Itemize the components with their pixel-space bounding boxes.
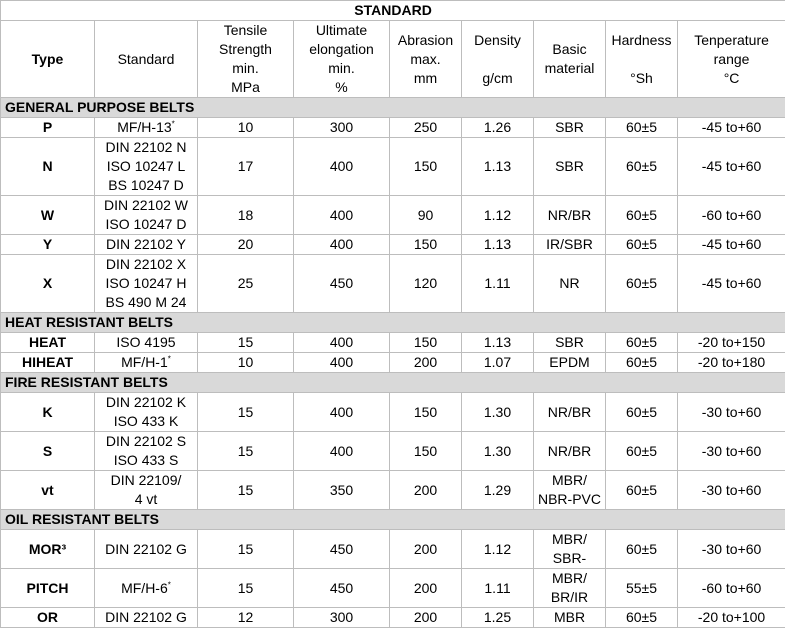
- standard-line: DIN 22102 K: [97, 393, 195, 412]
- header-hardness-line: °Sh: [608, 69, 675, 88]
- cell-tensile: 15: [198, 569, 294, 608]
- cell-elongation: 400: [294, 432, 390, 471]
- header-temperature-line: range: [680, 50, 783, 69]
- cell-elongation: 400: [294, 235, 390, 255]
- cell-tensile: 17: [198, 138, 294, 196]
- cell-material: [534, 393, 606, 432]
- standard-line: DIN 22102 X: [97, 255, 195, 274]
- header-material-line: material: [536, 59, 603, 78]
- table-row: [1, 118, 785, 138]
- standard-line: DIN 22102 S: [97, 432, 195, 451]
- cell-material: [534, 333, 606, 353]
- cell-hardness: 60±5: [606, 530, 678, 569]
- header-elongation-line: %: [296, 78, 387, 97]
- cell-type: OR: [1, 608, 95, 628]
- cell-abrasion: 250: [390, 118, 462, 138]
- header-abrasion: [390, 21, 462, 98]
- cell-density: 1.13: [462, 138, 534, 196]
- header-type: Type: [1, 21, 95, 98]
- cell-tensile: 15: [198, 333, 294, 353]
- cell-type: vt: [1, 471, 95, 510]
- section-label: FIRE RESISTANT BELTS: [1, 373, 785, 393]
- cell-tensile: 25: [198, 255, 294, 313]
- header-tensile-line: min.: [200, 59, 291, 78]
- table-row: [1, 608, 785, 628]
- cell-density: 1.26: [462, 118, 534, 138]
- material-line: SBR-: [536, 549, 603, 568]
- standard-line: ISO 10247 H: [97, 274, 195, 293]
- cell-abrasion: 200: [390, 608, 462, 628]
- cell-elongation: 400: [294, 196, 390, 235]
- cell-type: P: [1, 118, 95, 138]
- section-label: GENERAL PURPOSE BELTS: [1, 98, 785, 118]
- column-header-row: [1, 21, 785, 98]
- cell-density: 1.12: [462, 196, 534, 235]
- cell-material: [534, 471, 606, 510]
- cell-type: Y: [1, 235, 95, 255]
- header-elongation-line: Ultimate: [296, 21, 387, 40]
- material-line: MBR/: [536, 471, 603, 490]
- material-line: SBR: [536, 157, 603, 176]
- material-line: EPDM: [536, 353, 603, 372]
- cell-material: [534, 196, 606, 235]
- cell-hardness: 60±5: [606, 393, 678, 432]
- material-line: NR: [536, 274, 603, 293]
- material-line: MBR/: [536, 530, 603, 549]
- cell-temperature: -60 to+60: [678, 196, 785, 235]
- table-row: [1, 353, 785, 373]
- standard-line: MF/H-13*: [97, 118, 195, 137]
- header-standard: Standard: [95, 21, 198, 98]
- cell-temperature: -30 to+60: [678, 471, 785, 510]
- section-label: OIL RESISTANT BELTS: [1, 510, 785, 530]
- cell-tensile: 15: [198, 530, 294, 569]
- cell-standard: [95, 255, 198, 313]
- standard-line: DIN 22102 W: [97, 196, 195, 215]
- section-row: [1, 313, 785, 333]
- cell-type: K: [1, 393, 95, 432]
- table-row: [1, 255, 785, 313]
- cell-abrasion: 150: [390, 432, 462, 471]
- cell-hardness: 60±5: [606, 196, 678, 235]
- cell-density: 1.30: [462, 393, 534, 432]
- table-row: [1, 333, 785, 353]
- cell-standard: [95, 196, 198, 235]
- header-hardness-line: [608, 50, 675, 69]
- material-line: NR/BR: [536, 403, 603, 422]
- cell-standard: [95, 608, 198, 628]
- header-material-line: Basic: [536, 40, 603, 59]
- cell-density: 1.11: [462, 255, 534, 313]
- section-row: [1, 98, 785, 118]
- cell-tensile: 12: [198, 608, 294, 628]
- standard-line: ISO 4195: [97, 333, 195, 352]
- cell-standard: [95, 235, 198, 255]
- section-row: [1, 510, 785, 530]
- cell-hardness: 60±5: [606, 471, 678, 510]
- cell-standard: [95, 471, 198, 510]
- header-tensile-line: Tensile: [200, 21, 291, 40]
- header-temperature: [678, 21, 785, 98]
- material-line: NR/BR: [536, 442, 603, 461]
- material-line: SBR: [536, 333, 603, 352]
- header-density-line: g/cm: [464, 69, 531, 88]
- header-density-line: [464, 50, 531, 69]
- header-hardness: [606, 21, 678, 98]
- cell-abrasion: 200: [390, 471, 462, 510]
- standard-line: DIN 22102 Y: [97, 235, 195, 254]
- table-title: STANDARD: [1, 1, 785, 21]
- cell-hardness: 60±5: [606, 138, 678, 196]
- material-line: NR/BR: [536, 206, 603, 225]
- cell-standard: [95, 118, 198, 138]
- cell-elongation: 450: [294, 255, 390, 313]
- cell-temperature: -45 to+60: [678, 118, 785, 138]
- header-abrasion-line: mm: [392, 69, 459, 88]
- standard-line: DIN 22102 N: [97, 138, 195, 157]
- cell-abrasion: 120: [390, 255, 462, 313]
- cell-temperature: -60 to+60: [678, 569, 785, 608]
- cell-tensile: 15: [198, 393, 294, 432]
- header-density-line: Density: [464, 31, 531, 50]
- cell-elongation: 400: [294, 353, 390, 373]
- cell-abrasion: 150: [390, 235, 462, 255]
- cell-hardness: 60±5: [606, 255, 678, 313]
- cell-abrasion: 150: [390, 333, 462, 353]
- cell-type: HIHEAT: [1, 353, 95, 373]
- cell-temperature: -30 to+60: [678, 530, 785, 569]
- standard-line: ISO 10247 D: [97, 215, 195, 234]
- header-elongation-line: min.: [296, 59, 387, 78]
- cell-type: PITCH: [1, 569, 95, 608]
- table-row: [1, 235, 785, 255]
- cell-tensile: 10: [198, 353, 294, 373]
- standard-line: DIN 22102 G: [97, 540, 195, 559]
- cell-abrasion: 150: [390, 393, 462, 432]
- cell-type: X: [1, 255, 95, 313]
- table-row: [1, 569, 785, 608]
- cell-elongation: 300: [294, 118, 390, 138]
- footnote-mark: *: [168, 580, 171, 589]
- header-abrasion-line: max.: [392, 50, 459, 69]
- cell-temperature: -45 to+60: [678, 138, 785, 196]
- material-line: BR/IR: [536, 588, 603, 607]
- cell-hardness: 60±5: [606, 432, 678, 471]
- standard-line: 4 vt: [97, 490, 195, 509]
- standard-line: ISO 433 S: [97, 451, 195, 470]
- cell-temperature: -30 to+60: [678, 432, 785, 471]
- standard-line: MF/H-1*: [97, 353, 195, 372]
- cell-type: N: [1, 138, 95, 196]
- standard-line: ISO 433 K: [97, 412, 195, 431]
- material-line: MBR: [536, 608, 603, 627]
- cell-tensile: 15: [198, 471, 294, 510]
- header-density: [462, 21, 534, 98]
- cell-tensile: 20: [198, 235, 294, 255]
- cell-density: 1.11: [462, 569, 534, 608]
- cell-tensile: 18: [198, 196, 294, 235]
- footnote-mark: *: [168, 354, 171, 363]
- table-row: [1, 196, 785, 235]
- cell-temperature: -20 to+180: [678, 353, 785, 373]
- cell-material: [534, 530, 606, 569]
- cell-temperature: -30 to+60: [678, 393, 785, 432]
- cell-density: 1.13: [462, 333, 534, 353]
- cell-density: 1.29: [462, 471, 534, 510]
- material-line: MBR/: [536, 569, 603, 588]
- cell-density: 1.30: [462, 432, 534, 471]
- cell-material: [534, 235, 606, 255]
- standard-line: BS 10247 D: [97, 176, 195, 195]
- cell-hardness: 55±5: [606, 569, 678, 608]
- cell-elongation: 350: [294, 471, 390, 510]
- header-tensile-line: Strength: [200, 40, 291, 59]
- header-tensile-line: MPa: [200, 78, 291, 97]
- cell-material: [534, 138, 606, 196]
- cell-standard: [95, 569, 198, 608]
- cell-elongation: 300: [294, 608, 390, 628]
- cell-elongation: 400: [294, 138, 390, 196]
- cell-density: 1.07: [462, 353, 534, 373]
- cell-standard: [95, 333, 198, 353]
- cell-material: [534, 608, 606, 628]
- header-tensile: [198, 21, 294, 98]
- cell-type: HEAT: [1, 333, 95, 353]
- cell-tensile: 15: [198, 432, 294, 471]
- cell-density: 1.25: [462, 608, 534, 628]
- material-line: NBR-PVC: [536, 490, 603, 509]
- cell-material: [534, 118, 606, 138]
- header-elongation-line: elongation: [296, 40, 387, 59]
- standard-line: MF/H-6*: [97, 579, 195, 598]
- cell-type: S: [1, 432, 95, 471]
- section-label: HEAT RESISTANT BELTS: [1, 313, 785, 333]
- header-temperature-line: °C: [680, 69, 783, 88]
- header-temperature-line: Tenperature: [680, 31, 783, 50]
- cell-elongation: 450: [294, 530, 390, 569]
- cell-elongation: 400: [294, 333, 390, 353]
- cell-hardness: 60±5: [606, 608, 678, 628]
- cell-temperature: -20 to+100: [678, 608, 785, 628]
- cell-standard: [95, 432, 198, 471]
- cell-abrasion: 200: [390, 530, 462, 569]
- standard-line: DIN 22102 G: [97, 608, 195, 627]
- cell-standard: [95, 530, 198, 569]
- cell-hardness: 60±5: [606, 118, 678, 138]
- table-row: [1, 393, 785, 432]
- table-row: [1, 530, 785, 569]
- cell-abrasion: 200: [390, 353, 462, 373]
- cell-elongation: 450: [294, 569, 390, 608]
- material-line: SBR: [536, 118, 603, 137]
- table-row: [1, 138, 785, 196]
- table-row: [1, 432, 785, 471]
- section-row: [1, 373, 785, 393]
- cell-material: [534, 255, 606, 313]
- cell-type: W: [1, 196, 95, 235]
- table-row: [1, 471, 785, 510]
- standard-line: DIN 22109/: [97, 471, 195, 490]
- cell-hardness: 60±5: [606, 353, 678, 373]
- cell-temperature: -45 to+60: [678, 255, 785, 313]
- header-abrasion-line: Abrasion: [392, 31, 459, 50]
- footnote-mark: *: [172, 119, 175, 128]
- cell-hardness: 60±5: [606, 333, 678, 353]
- cell-abrasion: 200: [390, 569, 462, 608]
- header-material: [534, 21, 606, 98]
- cell-standard: [95, 393, 198, 432]
- cell-density: 1.12: [462, 530, 534, 569]
- cell-abrasion: 150: [390, 138, 462, 196]
- cell-material: [534, 569, 606, 608]
- standard-line: ISO 10247 L: [97, 157, 195, 176]
- cell-type: MOR³: [1, 530, 95, 569]
- cell-material: [534, 353, 606, 373]
- cell-abrasion: 90: [390, 196, 462, 235]
- cell-material: [534, 432, 606, 471]
- cell-hardness: 60±5: [606, 235, 678, 255]
- cell-elongation: 400: [294, 393, 390, 432]
- cell-density: 1.13: [462, 235, 534, 255]
- cell-standard: [95, 353, 198, 373]
- material-line: IR/SBR: [536, 235, 603, 254]
- cell-temperature: -20 to+150: [678, 333, 785, 353]
- standard-line: BS 490 M 24: [97, 293, 195, 312]
- table-body: [1, 98, 785, 628]
- header-elongation: [294, 21, 390, 98]
- cell-temperature: -45 to+60: [678, 235, 785, 255]
- header-hardness-line: Hardness: [608, 31, 675, 50]
- cell-standard: [95, 138, 198, 196]
- cell-tensile: 10: [198, 118, 294, 138]
